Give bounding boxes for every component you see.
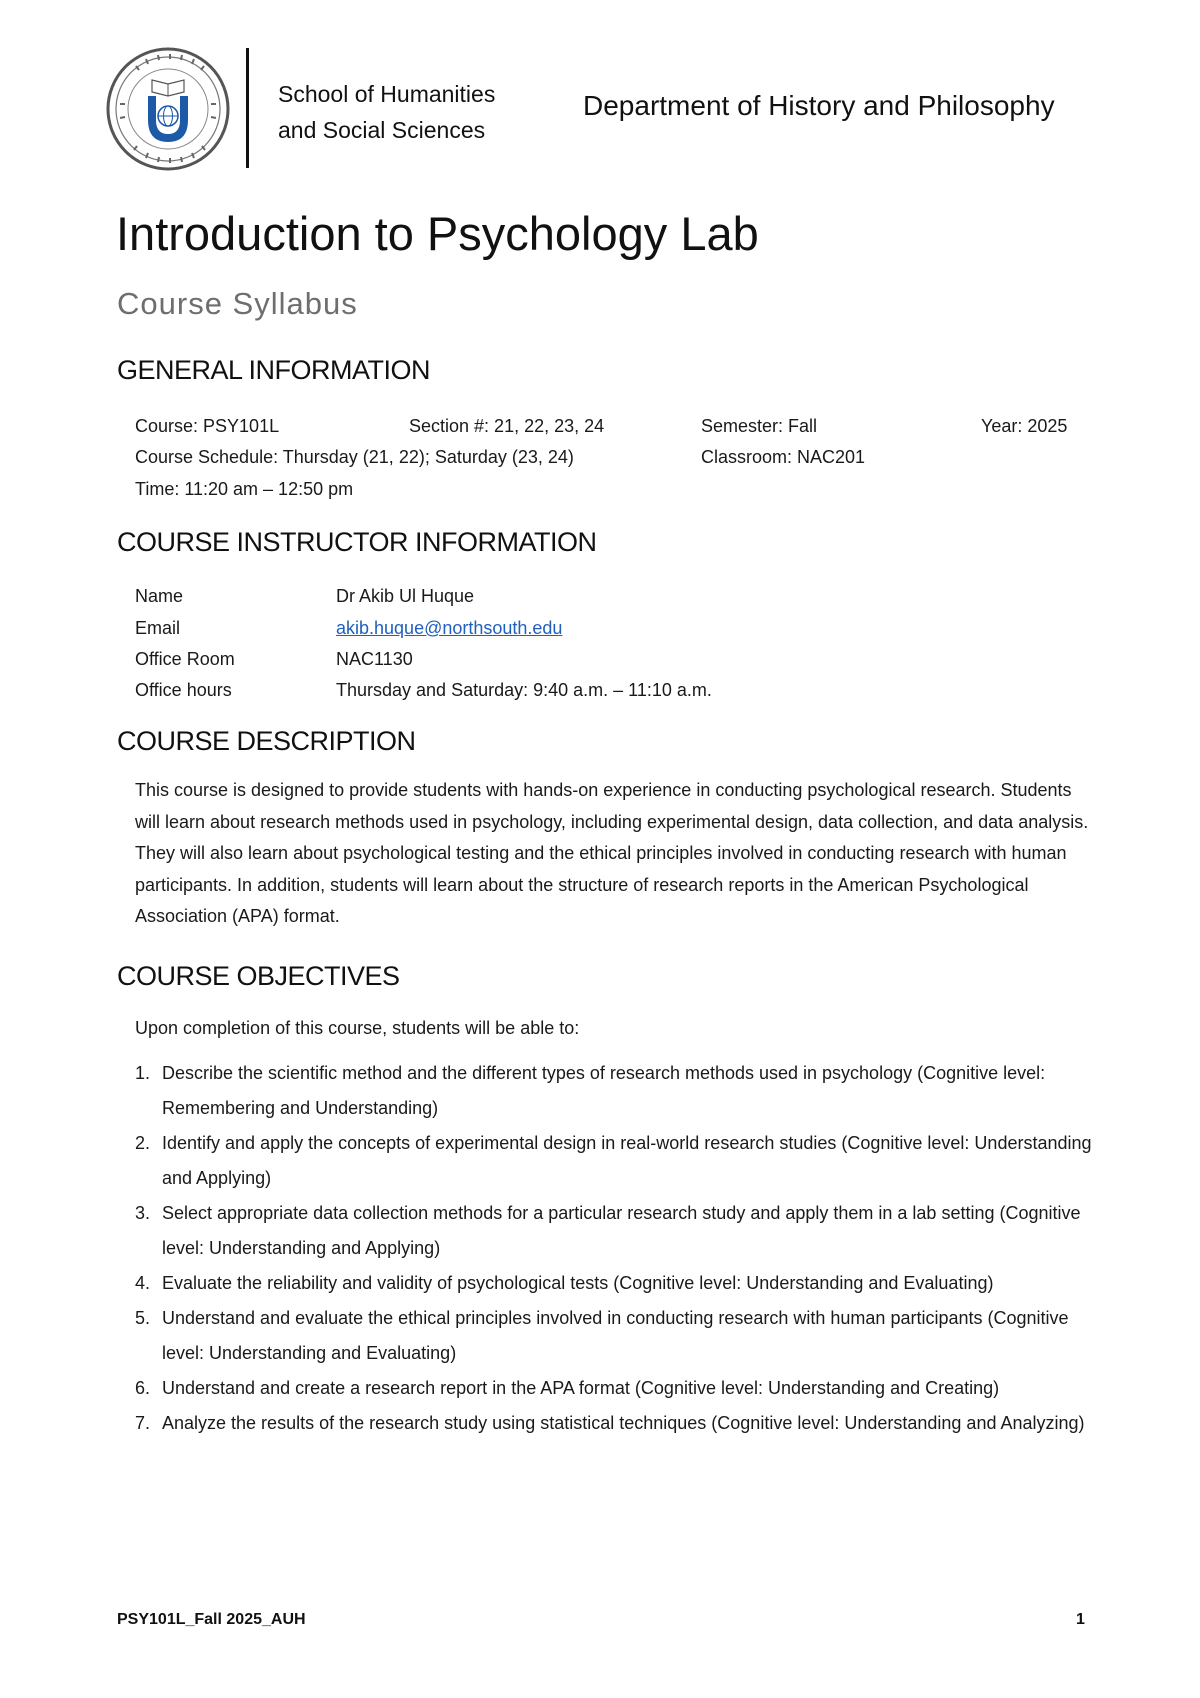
university-seal-logo: [106, 46, 230, 172]
objective-text: Describe the scientific method and the different types of research methods used in psychology (Cognitive level: Remembering and Understanding): [162, 1063, 1046, 1118]
objectives-intro: Upon completion of this course, students will be able to:: [135, 1018, 580, 1038]
header-divider: [246, 48, 249, 168]
footer-document-code: PSY101L_Fall 2025_AUH: [117, 1611, 306, 1628]
year: Year: 2025: [981, 416, 1068, 436]
objective-text: Select appropriate data collection methods for a particular research study and apply them in a lab setting (Cognitive level: Understanding and Applying): [162, 1203, 1081, 1258]
instructor-label-name: Name: [135, 586, 184, 606]
instructor-name: Dr Akib Ul Huque: [336, 586, 475, 606]
course-description-text: This course is designed to provide students with hands-on experience in conducting psychological research. Students will learn about research methods used in psychology, including experimental design, data collection, and data analysis. They will also learn about psychological testing and the ethical principles involved in conducting research with human participants. In addition, students will learn about the structure of research reports in the American Psychological Association (APA) format.: [135, 780, 1089, 926]
instructor-office-hours: Thursday and Saturday: 9:40 a.m. – 11:10 a.m.: [336, 680, 712, 700]
page-number: 1: [1076, 1611, 1085, 1628]
objective-item: [135, 1196, 1095, 1266]
instructor-office-room: NAC1130: [336, 649, 413, 669]
department-name: Department of History and Philosophy: [583, 90, 1055, 121]
instructor-heading: COURSE INSTRUCTOR INFORMATION: [117, 527, 597, 557]
objective-item: [135, 1406, 1095, 1441]
instructor-label-office-hours: Office hours: [135, 680, 232, 700]
course-objectives-heading: COURSE OBJECTIVES: [117, 961, 400, 991]
objective-number: 1.: [135, 1063, 151, 1083]
school-name-line2: and Social Sciences: [278, 117, 486, 143]
general-information-heading: GENERAL INFORMATION: [117, 355, 431, 385]
objective-number: 6.: [135, 1378, 151, 1398]
course-schedule: Course Schedule: Thursday (21, 22); Saturday (23, 24): [135, 447, 574, 467]
objectives-list: [135, 1056, 1095, 1441]
objective-text: Analyze the results of the research study using statistical techniques (Cognitive level: Understanding and Analyzing): [162, 1413, 1085, 1433]
document-title: Introduction to Psychology Lab: [116, 207, 759, 260]
objective-number: 3.: [135, 1203, 151, 1223]
objective-item: [135, 1371, 1095, 1406]
objective-item: [135, 1266, 1095, 1301]
objective-item: [135, 1126, 1095, 1196]
objective-number: 4.: [135, 1273, 151, 1293]
classroom: Classroom: NAC201: [701, 447, 866, 467]
course-description-heading: COURSE DESCRIPTION: [117, 726, 416, 756]
objective-item: [135, 1301, 1095, 1371]
objective-number: 5.: [135, 1308, 151, 1328]
instructor-label-email: Email: [135, 618, 181, 638]
document-subtitle: Course Syllabus: [117, 286, 358, 321]
objective-number: 7.: [135, 1413, 151, 1433]
objective-item: [135, 1056, 1095, 1126]
course-code: Course: PSY101L: [135, 416, 280, 436]
objective-text: Evaluate the reliability and validity of psychological tests (Cognitive level: Understanding and Evaluating): [162, 1273, 994, 1293]
objective-text: Understand and create a research report in the APA format (Cognitive level: Understanding and Creating): [162, 1378, 1000, 1398]
objective-text: Identify and apply the concepts of experimental design in real-world research studies (Cognitive level: Understanding and Applying): [162, 1133, 1092, 1188]
objective-text: Understand and evaluate the ethical principles involved in conducting research with human participants (Cognitive level: Understanding and Evaluating): [162, 1308, 1069, 1363]
school-name: [278, 76, 495, 148]
semester: Semester: Fall: [701, 416, 818, 436]
school-name-line1: School of Humanities: [278, 81, 496, 107]
instructor-email-link[interactable]: akib.huque@northsouth.edu: [336, 618, 563, 638]
section-numbers: Section #: 21, 22, 23, 24: [409, 416, 605, 436]
instructor-label-office-room: Office Room: [135, 649, 235, 669]
class-time: Time: 11:20 am – 12:50 pm: [135, 479, 354, 499]
objective-number: 2.: [135, 1133, 151, 1153]
